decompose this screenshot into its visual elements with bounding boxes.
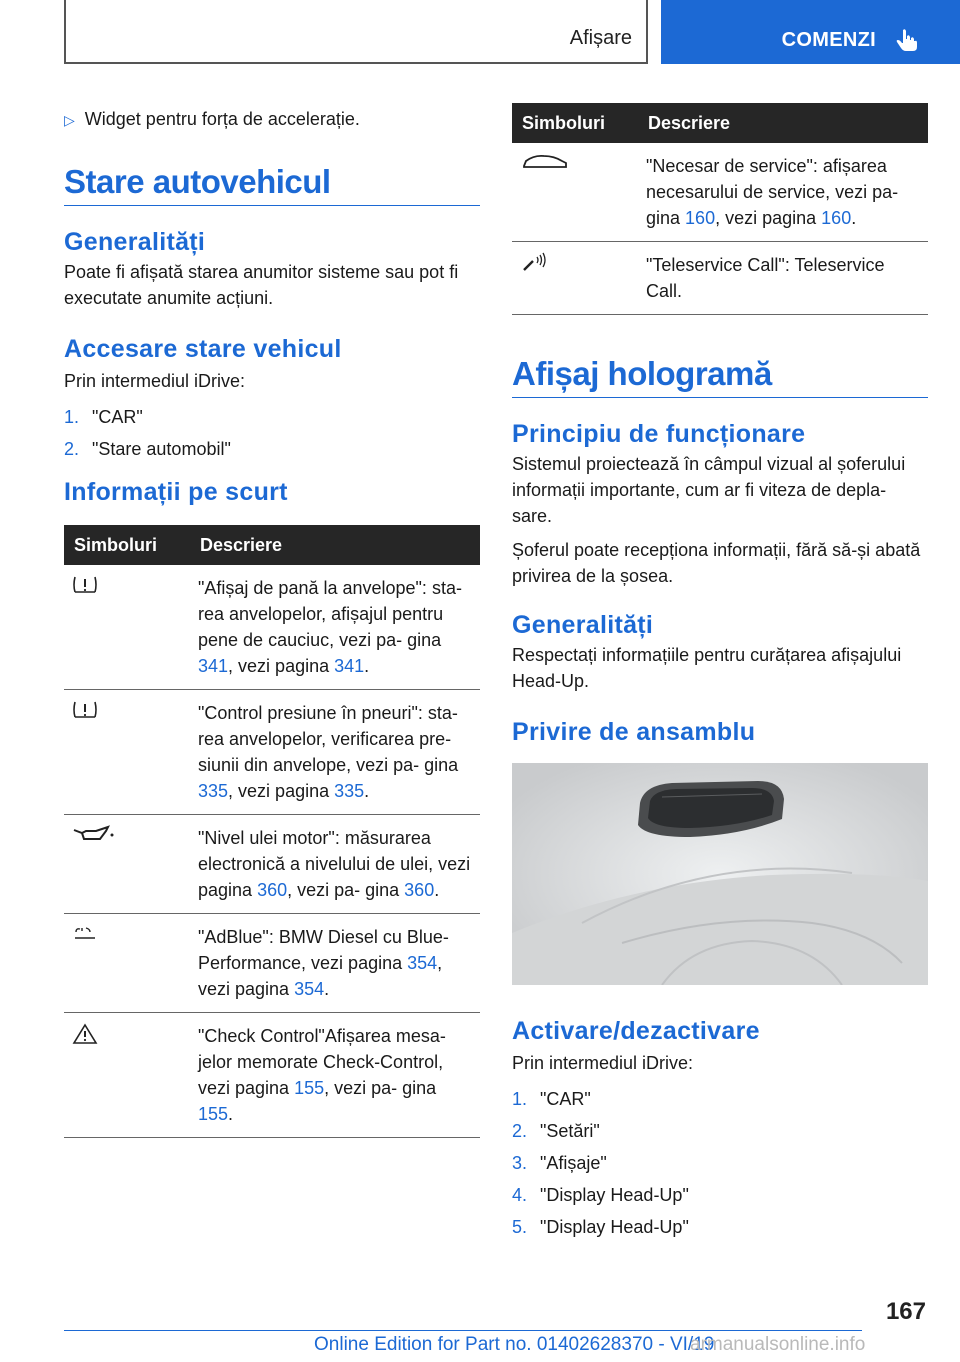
toggle-heading: Activare/dezactivare (512, 1017, 760, 1045)
page-link[interactable]: 155 (198, 1104, 229, 1124)
section-title: Stare autovehicul (64, 163, 480, 206)
table-row (64, 914, 480, 1013)
table-row (512, 242, 928, 315)
adblue-tank-icon (72, 924, 98, 944)
page-link[interactable]: 341 (334, 656, 365, 676)
table-row (64, 565, 480, 690)
list-item: 2. "Stare automobil" (64, 439, 231, 459)
left-column (64, 100, 480, 1138)
table-row (512, 143, 928, 242)
section-title: Afișaj hologramă (512, 355, 928, 398)
row-description: "Control presiune în pneuri": sta- rea anvelopelor, verificarea pre- siunii din anvelope, vezi pa- gina 335, vezi pagina 335. (190, 690, 480, 815)
bullet-item (64, 106, 480, 133)
toggle-steps (512, 1086, 928, 1240)
page-link[interactable]: 354 (407, 953, 438, 973)
section-tab-controls[interactable] (661, 0, 960, 64)
wrench-call-icon (520, 252, 550, 274)
car-service-icon (520, 153, 570, 173)
symbols-column-header: Simboluri (64, 525, 190, 565)
info-heading: Informații pe scurt (64, 478, 288, 506)
edition-text: Online Edition for Part no. 01402628370 - VI/19 (314, 1334, 715, 1355)
description-column-header: Descriere (638, 103, 928, 143)
toggle-intro: Prin intermediul iDrive: (512, 1053, 694, 1073)
row-description: "Nivel ulei motor": măsurarea electronică a nivelului de ulei, vezi pagina 360, vezi pa- gina 360. (190, 815, 480, 914)
warning-triangle-icon (72, 1023, 98, 1045)
page-link[interactable]: 335 (198, 781, 229, 801)
section-tab-display[interactable] (64, 0, 648, 64)
right-column (512, 103, 928, 1246)
tab-label: COMENZI (781, 29, 876, 51)
tire-pressure-warning-icon (72, 575, 98, 595)
general-heading: Generalități (512, 611, 654, 639)
table-row (64, 690, 480, 815)
page-number: 167 (885, 1298, 926, 1325)
list-item: 1. "CAR" (512, 1089, 591, 1109)
page-link[interactable]: 341 (198, 656, 229, 676)
row-description: "Teleservice Call": Teleservice Call. (638, 242, 928, 315)
dashboard-hud-illustration (512, 763, 928, 985)
row-description: "Necesar de service": afișarea necesarului de service, vezi pa- gina 160, vezi pagina 160. (638, 143, 928, 242)
page-link[interactable]: 360 (257, 880, 288, 900)
list-item: 5. "Display Head-Up" (512, 1217, 689, 1237)
page-link[interactable]: 354 (294, 979, 325, 999)
list-item: 3. "Afișaje" (512, 1153, 607, 1173)
page-link[interactable]: 335 (334, 781, 365, 801)
symbols-column-header: Simboluri (512, 103, 638, 143)
table-row (64, 1013, 480, 1138)
row-description: "Check Control"Afișarea mesa- jelor memorate Check-Control, vezi pagina 155, vezi pa- gina 155. (190, 1013, 480, 1138)
triangle-bullet-icon: ▷ (64, 112, 75, 128)
page-link[interactable]: 360 (404, 880, 435, 900)
oil-can-icon (72, 825, 116, 845)
principle-heading: Principiu de funcționare (512, 420, 806, 448)
page-header (0, 0, 960, 66)
page-link[interactable]: 155 (294, 1078, 325, 1098)
page-link[interactable]: 160 (821, 208, 852, 228)
list-item: 4. "Display Head-Up" (512, 1185, 689, 1205)
bullet-text: Widget pentru forța de accelerație. (84, 109, 360, 129)
access-heading: Accesare stare vehicul (64, 335, 342, 363)
general-text: Poate fi afișată starea anumitor sisteme sau pot fi executate anumite acțiuni. (64, 262, 459, 308)
tire-pressure-warning-icon (72, 700, 98, 720)
principle-text: Sistemul proiectează în câmpul vizual al șoferului informații importante, cum ar fi viteza de depla- sare. (512, 454, 906, 526)
watermark: armanualsonline.info (690, 1334, 866, 1355)
head-up-display-photo (512, 763, 928, 985)
page-link[interactable]: 160 (685, 208, 716, 228)
principle-text-2: Șoferul poate recepționa informații, fără să-și abată privirea de la șosea. (512, 540, 921, 586)
list-item: 2. "Setări" (512, 1121, 600, 1141)
access-intro: Prin intermediul iDrive: (64, 371, 246, 391)
general-text: Respectați informațiile pentru curățarea afișajului Head-Up. (512, 645, 902, 691)
symbols-table-continued (512, 103, 928, 315)
description-column-header: Descriere (190, 525, 480, 565)
row-description: "Afișaj de pană la anvelope": sta- rea anvelopelor, afișajul pentru pene de cauciuc, vezi pa- gina 341, vezi pagina 341. (190, 565, 480, 690)
row-description: "AdBlue": BMW Diesel cu Blue- Performance, vezi pagina 354, vezi pagina 354. (190, 914, 480, 1013)
overview-heading: Privire de ansamblu (512, 718, 756, 746)
section-label: Afișare (569, 27, 632, 49)
table-row (64, 815, 480, 914)
footer-divider (64, 1330, 862, 1331)
list-item: 1. "CAR" (64, 407, 143, 427)
pointing-hand-icon (896, 28, 918, 52)
symbols-table (64, 525, 480, 1138)
general-heading: Generalități (64, 228, 206, 256)
access-steps (64, 404, 480, 462)
